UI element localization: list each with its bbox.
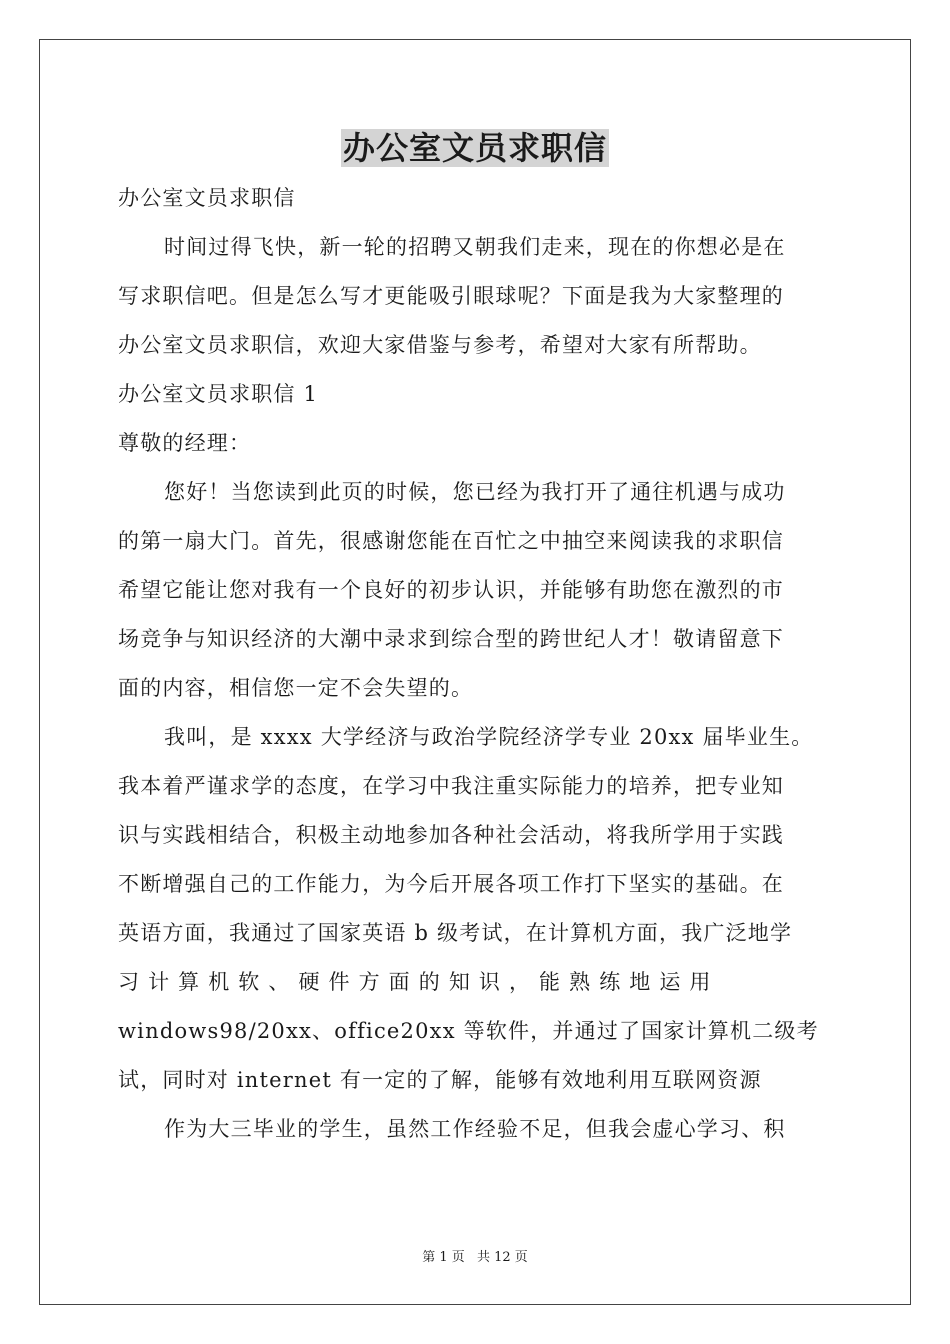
text-line: 作为大三毕业的学生，虽然工作经验不足，但我会虚心学习、积 [164,1117,786,1141]
text-line: 识与实践相结合，积极主动地参加各种社会活动，将我所学用于实践 [118,823,784,847]
page-number: 第 1 页 [422,1250,465,1265]
text-line: 场竞争与知识经济的大潮中录求到综合型的跨世纪人才！敬请留意下 [118,627,784,651]
text-line: 试，同时对 internet 有一定的了解，能够有效地利用互联网资源 [118,1068,762,1092]
page-footer [0,1246,950,1265]
text-line: 我本着严谨求学的态度，在学习中我注重实际能力的培养，把专业知 [118,774,784,798]
text-line: 习 计 算 机 软 、 硬 件 方 面 的 知 识 ， 能 熟 练 地 运 用 [118,970,712,994]
document-body [118,174,832,1154]
text-line: 不断增强自己的工作能力，为今后开展各项工作打下坚实的基础。在 [118,872,784,896]
text-line: 写求职信吧。但是怎么写才更能吸引眼球呢？下面是我为大家整理的 [118,284,784,308]
text-line: 我叫，是 xxxx 大学经济与政治学院经济学专业 20xx 届毕业生。 [164,725,814,749]
text-line: 的第一扇大门。首先，很感谢您能在百忙之中抽空来阅读我的求职信 [118,529,784,553]
text-line: 面的内容，相信您一定不会失望的。 [118,676,474,700]
document-title: 办公室文员求职信 [342,129,607,167]
text-line: 希望它能让您对我有一个良好的初步认识，并能够有助您在激烈的市 [118,578,784,602]
text-line: 尊敬的经理： [118,431,252,455]
text-line: 办公室文员求职信 [118,186,296,210]
text-line: 办公室文员求职信，欢迎大家借鉴与参考，希望对大家有所帮助。 [118,333,762,357]
text-line: windows98/20xx、office20xx 等软件，并通过了国家计算机二级考 [118,1019,819,1043]
text-line: 时间过得飞快，新一轮的招聘又朝我们走来，现在的你想必是在 [164,235,786,259]
document-title-wrap [0,126,950,170]
text-line: 您好！当您读到此页的时候，您已经为我打开了通往机遇与成功 [164,480,786,504]
page-total: 共 12 页 [476,1250,528,1265]
text-line: 英语方面，我通过了国家英语 b 级考试，在计算机方面，我广泛地学 [118,921,793,945]
text-line: 办公室文员求职信 1 [118,382,319,406]
